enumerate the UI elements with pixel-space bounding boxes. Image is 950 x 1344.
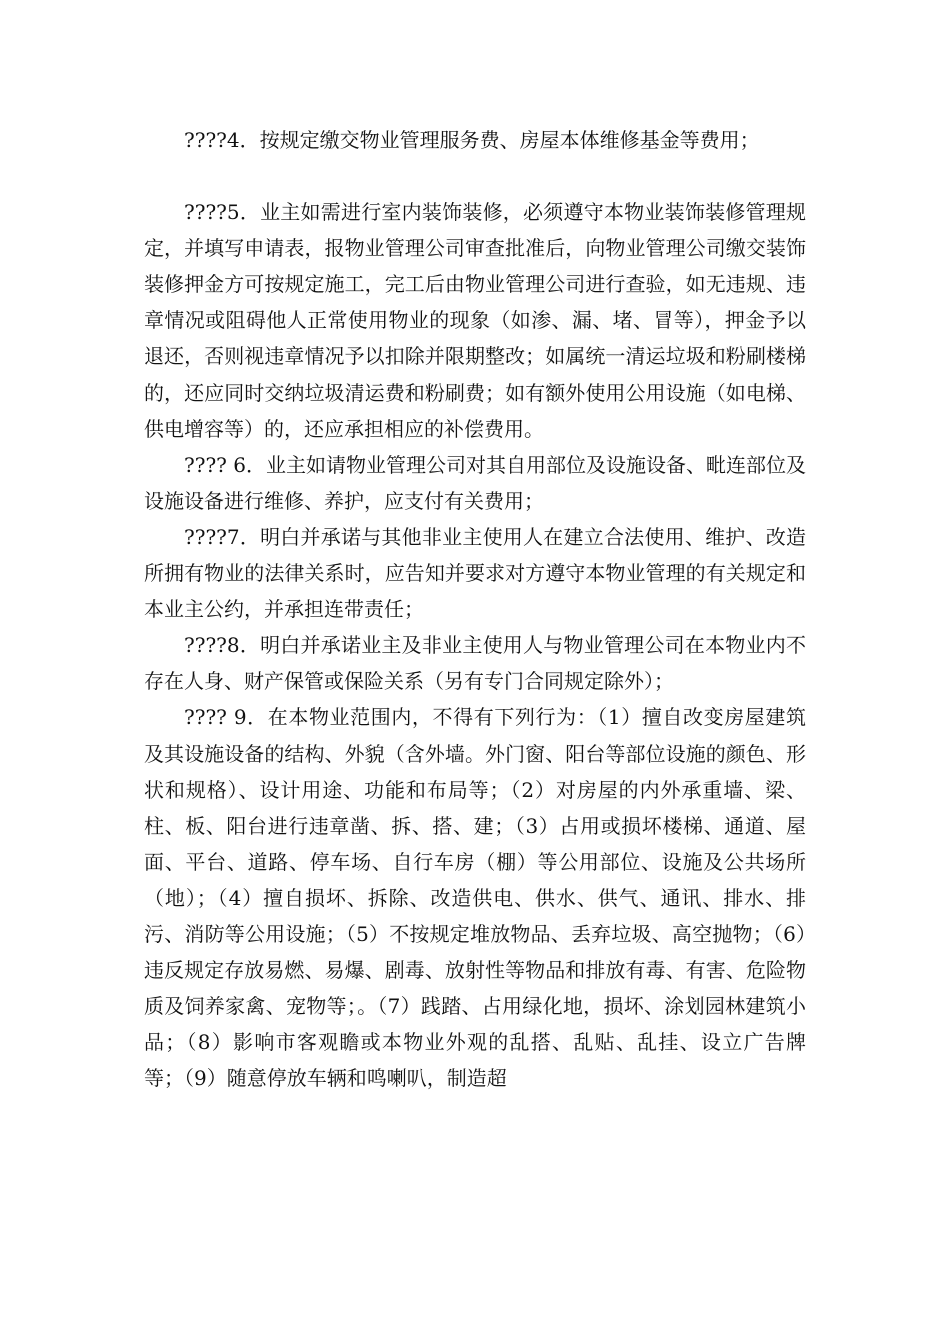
paragraph-item-7: ????7．明白并承诺与其他非业主使用人在建立合法使用、维护、改造所拥有物业的法律关系时，应告知并要求对方遵守本物业管理的有关规定和本业主公约，并承担连带责任； [144,524,806,622]
paragraph-gap [144,158,806,194]
paragraph-item-5: ????5．业主如需进行室内装饰装修，必须遵守本物业装饰装修管理规定，并填写申请表，报物业管理公司审查批准后，向物业管理公司缴交装饰装修押金方可按规定施工，完工后由物业管理公司进行查验，如无违规、违章情况或阻碍他人正常使用物业的现象（如渗、漏、堵、冒等），押金予以退还，否则视违章情况予以扣除并限期整改；如属统一清运垃圾和粉刷楼梯的，还应同时交纳垃圾清运费和粉刷费；如有额外使用公用设施（如电梯、供电增容等）的，还应承担相应的补偿费用。 [144,200,806,441]
paragraph-item-4: ????4．按规定缴交物业管理服务费、房屋本体维修基金等费用； [184,128,760,152]
paragraph-item-9: ???? 9．在本物业范围内，不得有下列行为：（1）擅自改变房屋建筑及其设施设备的结构、外貌（含外墙。外门窗、阳台等部位设施的颜色、形状和规格）、设计用途、功能和布局等；（2）对房屋的内外承重墙、梁、柱、板、阳台进行违章凿、拆、搭、建；（3）占用或损坏楼梯、通道、屋面、平台、道路、停车场、自行车房（棚）等公用部位、设施及公共场所（地）；（4）擅自损坏、拆除、改造供电、供水、供气、通讯、排水、排污、消防等公用设施；（5）不按规定堆放物品、丢弃垃圾、高空抛物；（6）违反规定存放易燃、易爆、剧毒、放射性等物品和排放有毒、有害、危险物质及饲养家禽、宠物等；。（7）践踏、占用绿化地，损坏、涂划园林建筑小品；（8）影响市客观瞻或本物业外观的乱搭、乱贴、乱挂、设立广告牌等；（9）随意停放车辆和鸣喇叭，制造超 [144,705,806,1091]
paragraph-item-6: ???? 6．业主如请物业管理公司对其自用部位及设施设备、毗连部位及设施设备进行维修、养护，应支付有关费用； [144,452,806,513]
document-body [144,122,806,1096]
paragraph-item-8: ????8．明白并承诺业主及非业主使用人与物业管理公司在本物业内不存在人身、财产保管或保险关系（另有专门合同规定除外）； [144,633,806,694]
